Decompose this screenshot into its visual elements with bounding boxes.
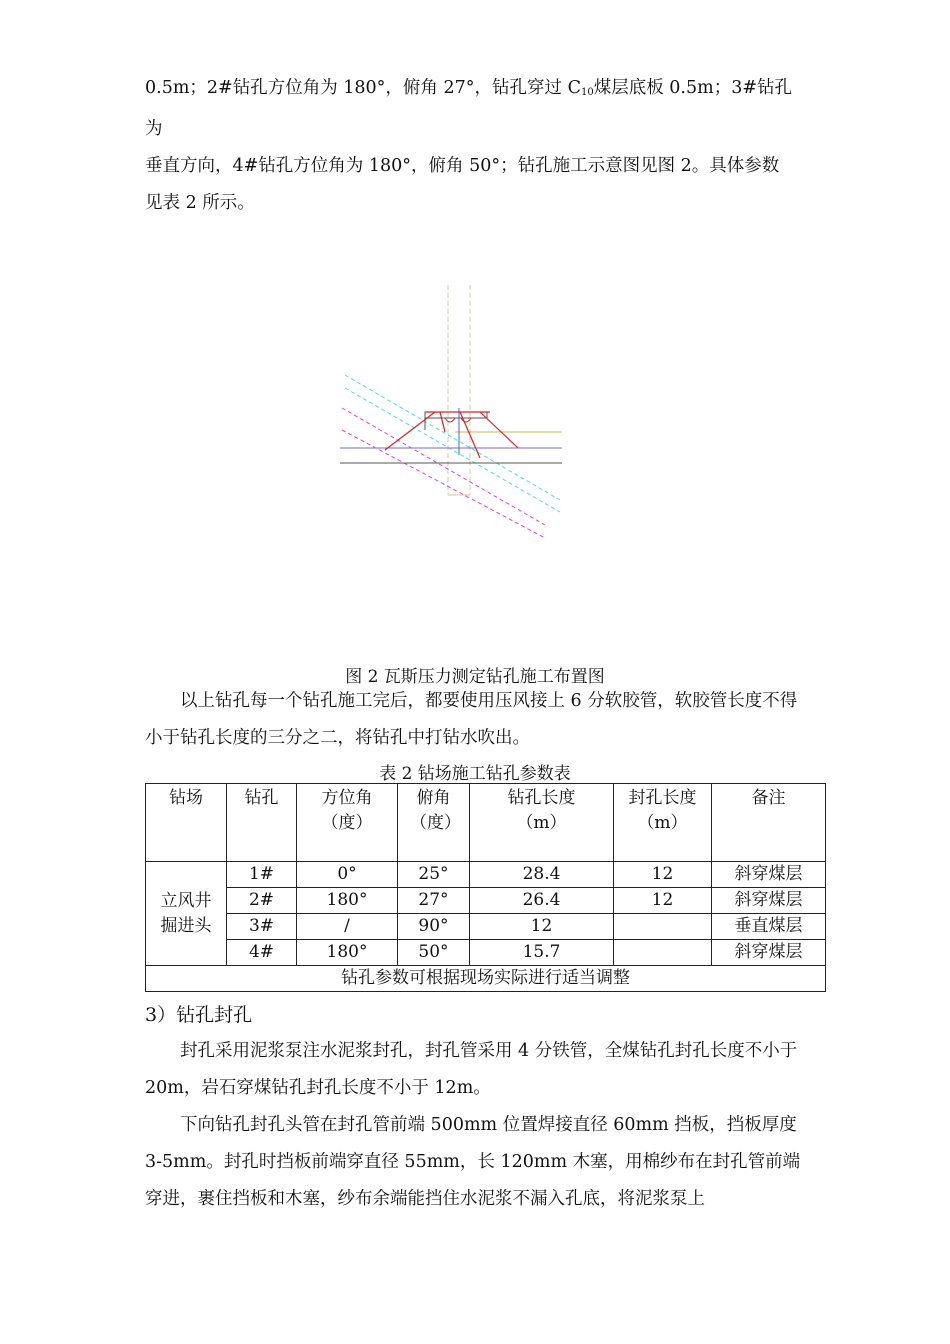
table-header-row <box>146 784 826 862</box>
note-cell: 斜穿煤层 <box>712 940 826 966</box>
length-cell: 15.7 <box>470 940 614 966</box>
dip-cell: 27° <box>398 888 470 914</box>
table-footer-row <box>146 966 826 992</box>
seal-cell <box>614 940 712 966</box>
table-footer-note: 钻孔参数可根据现场实际进行适当调整 <box>146 966 826 992</box>
note-cell: 斜穿煤层 <box>712 888 826 914</box>
header-length: 钻孔长度（m） <box>470 784 614 862</box>
intro-line-3: 见表 2 所示。 <box>145 193 255 213</box>
intro-line-2: 垂直方向，4#钻孔方位角为 180°，俯角 50°；钻孔施工示意图见图 2。具体参数 <box>145 156 780 176</box>
borehole-parameter-table <box>145 783 826 992</box>
hole-cell: 3# <box>227 914 297 940</box>
intro-paragraph <box>145 70 807 222</box>
header-hole: 钻孔 <box>227 784 297 862</box>
paragraph-sealing-procedure: 下向钻孔封孔头管在封孔管前端 500mm 位置焊接直径 60mm 挡板，挡板厚度 3-5mm。封孔时挡板前端穿直径 55mm，长 120mm 木塞，用棉纱布在封孔管前端穿进，裹住挡板和木塞，纱布余端能挡住水泥浆不漏入孔底，将泥浆泵上 <box>145 1115 801 1209</box>
azimuth-cell: / <box>297 914 398 940</box>
length-cell: 26.4 <box>470 888 614 914</box>
header-seal-length: 封孔长度（m） <box>614 784 712 862</box>
site-cell: 立风井掘进头 <box>146 862 227 966</box>
table-row <box>146 888 826 914</box>
hole-cell: 4# <box>227 940 297 966</box>
table-row <box>146 914 826 940</box>
hole-cell: 1# <box>227 862 297 888</box>
hole-cell: 2# <box>227 888 297 914</box>
figure-caption: 图 2 瓦斯压力测定钻孔施工布置图 <box>345 667 605 687</box>
seal-cell <box>614 914 712 940</box>
borehole-layout-drawing <box>330 280 570 550</box>
azimuth-cell: 180° <box>297 888 398 914</box>
azimuth-cell: 180° <box>297 940 398 966</box>
header-azimuth: 方位角（度） <box>297 784 398 862</box>
table-row <box>146 940 826 966</box>
dip-cell: 50° <box>398 940 470 966</box>
dip-cell: 90° <box>398 914 470 940</box>
header-site: 钻场 <box>146 784 227 862</box>
borehole-layout-figure <box>330 280 570 550</box>
seal-cell: 12 <box>614 888 712 914</box>
note-cell: 斜穿煤层 <box>712 862 826 888</box>
seal-cell: 12 <box>614 862 712 888</box>
intro-line-1: 0.5m；2#钻孔方位角为 180°，俯角 27°，钻孔穿过 $C_{10}$煤层底板 0.5m；3#钻孔为 <box>145 78 793 139</box>
section-heading: 3）钻孔封孔 <box>145 1004 253 1026</box>
paragraph-compressed-air: 以上钻孔每一个钻孔施工完后，都要使用压风接上 6 分软胶管，软胶管长度不得小于钻孔长度的三分之二，将钻孔中打钻水吹出。 <box>145 691 798 748</box>
header-note: 备注 <box>712 784 826 862</box>
table-title: 表 2 钻场施工钻孔参数表 <box>379 764 571 784</box>
length-cell: 28.4 <box>470 862 614 888</box>
note-cell: 垂直煤层 <box>712 914 826 940</box>
length-cell: 12 <box>470 914 614 940</box>
dip-cell: 25° <box>398 862 470 888</box>
azimuth-cell: 0° <box>297 862 398 888</box>
paragraph-sealing-method: 封孔采用泥浆泵注水泥浆封孔，封孔管采用 4 分铁管，全煤钻孔封孔长度不小于 20m，岩石穿煤钻孔封孔长度不小于 12m。 <box>145 1041 798 1098</box>
header-dip: 俯角（度） <box>398 784 470 862</box>
table-row <box>146 862 826 888</box>
